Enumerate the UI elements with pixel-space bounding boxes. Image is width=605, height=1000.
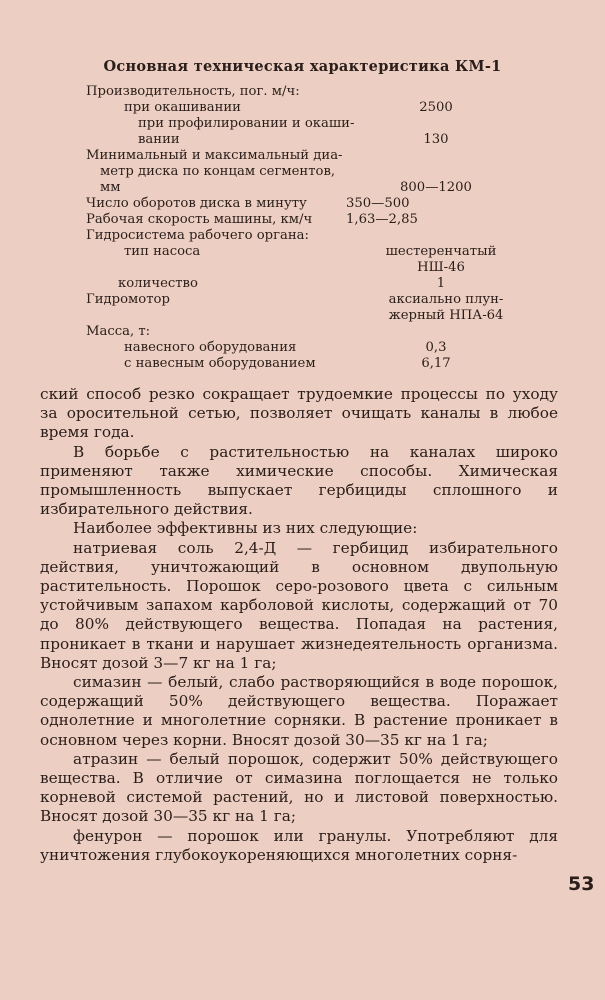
spec-label: мм <box>100 180 121 195</box>
spec-row <box>86 148 526 164</box>
spec-row <box>86 100 526 116</box>
spec-value: 800—1200 <box>400 180 472 195</box>
spec-label: при профилировании и окаши- <box>138 116 355 131</box>
spec-value: 1,63—2,85 <box>346 212 418 227</box>
spec-value: 130 <box>423 132 449 147</box>
spec-label: тип насоса <box>124 244 201 259</box>
spec-row <box>86 116 526 132</box>
spec-row <box>86 292 526 308</box>
spec-title: Основная техническая характеристика КМ-1 <box>103 58 502 75</box>
spec-label: с навесным оборудованием <box>124 356 316 371</box>
spec-row <box>86 260 526 276</box>
spec-label: количество <box>118 276 198 291</box>
spec-label: Производительность, пог. м/ч: <box>86 84 300 99</box>
spec-value: 1 <box>436 276 446 291</box>
spec-row <box>86 196 526 212</box>
spec-label: при окашивании <box>124 100 241 115</box>
paragraph: фенурон — порошок или гранулы. Употребляют для уничтожения глубокоукореняющихся многолетних сорня- <box>40 826 558 864</box>
spec-row <box>86 276 526 292</box>
spec-label: метр диска по концам сегментов, <box>100 164 336 179</box>
paragraph: В борьбе с растительностью на каналах широко применяют также химические способы. Химическая промышленность выпускает гербициды сплошного и избирательного действия. <box>40 442 558 519</box>
spec-label: Рабочая скорость машины, км/ч <box>86 212 313 227</box>
spec-row <box>86 84 526 100</box>
spec-value: аксиально плун- <box>388 292 504 307</box>
spec-row <box>86 340 526 356</box>
spec-row <box>86 164 526 180</box>
paragraph: Наиболее эффективны из них следующие: <box>73 519 418 538</box>
page-number: 53 <box>568 873 595 895</box>
spec-value: 350—500 <box>346 196 410 211</box>
spec-row <box>86 324 526 340</box>
spec-label: Гидросистема рабочего органа: <box>86 228 309 243</box>
body-text <box>40 385 558 865</box>
spec-row <box>86 308 526 324</box>
spec-label: вании <box>138 132 180 147</box>
spec-row <box>86 180 526 196</box>
spec-value: 2500 <box>419 100 453 115</box>
spec-row <box>86 132 526 148</box>
spec-row <box>86 244 526 260</box>
spec-value: НШ-46 <box>417 260 465 275</box>
spec-value: шестеренчатый <box>385 244 497 259</box>
spec-label: Масса, т: <box>86 324 151 339</box>
spec-value: жерный НПА-64 <box>388 308 504 323</box>
spec-label: навесного оборудования <box>124 340 297 355</box>
paragraph: ский способ резко сокращает трудоемкие процессы по уходу за оросительной сетью, позволяет очищать каналы в любое время года. <box>40 385 558 442</box>
paragraph: натриевая соль 2,4-Д — гербицид избирательного действия, уничтожающий в основном двупольную растительность. Порошок серо-розового цвета с сильным устойчивым запахом карболовой кислоты, содержащий от 70 до 80% действующего вещества. Попадая на растения, проникает в ткани и нарушает жизнедеятельность организма. Вносят дозой 3—7 кг на 1 га; <box>40 538 558 672</box>
spec-label: Гидромотор <box>86 292 170 307</box>
spec-label: Число оборотов диска в минуту <box>86 196 307 211</box>
paragraph: атразин — белый порошок, содержит 50% действующего вещества. В отличие от симазина поглощается не только корневой системой растений, но и листовой поверхностью. Вносят дозой 30—35 кг на 1 га; <box>40 749 558 826</box>
spec-value: 0,3 <box>425 340 447 355</box>
spec-row <box>86 228 526 244</box>
spec-label: Минимальный и максимальный диа- <box>86 148 343 163</box>
spec-row <box>86 356 526 372</box>
paragraph: симазин — белый, слабо растворяющийся в воде порошок, содержащий 50% действующего вещества. Поражает однолетние и многолетние сорняки. В растение проникает в основном через корни. Вносят дозой 30—35 кг на 1 га; <box>40 673 558 749</box>
spec-value: 6,17 <box>421 356 451 371</box>
spec-row <box>86 212 526 228</box>
